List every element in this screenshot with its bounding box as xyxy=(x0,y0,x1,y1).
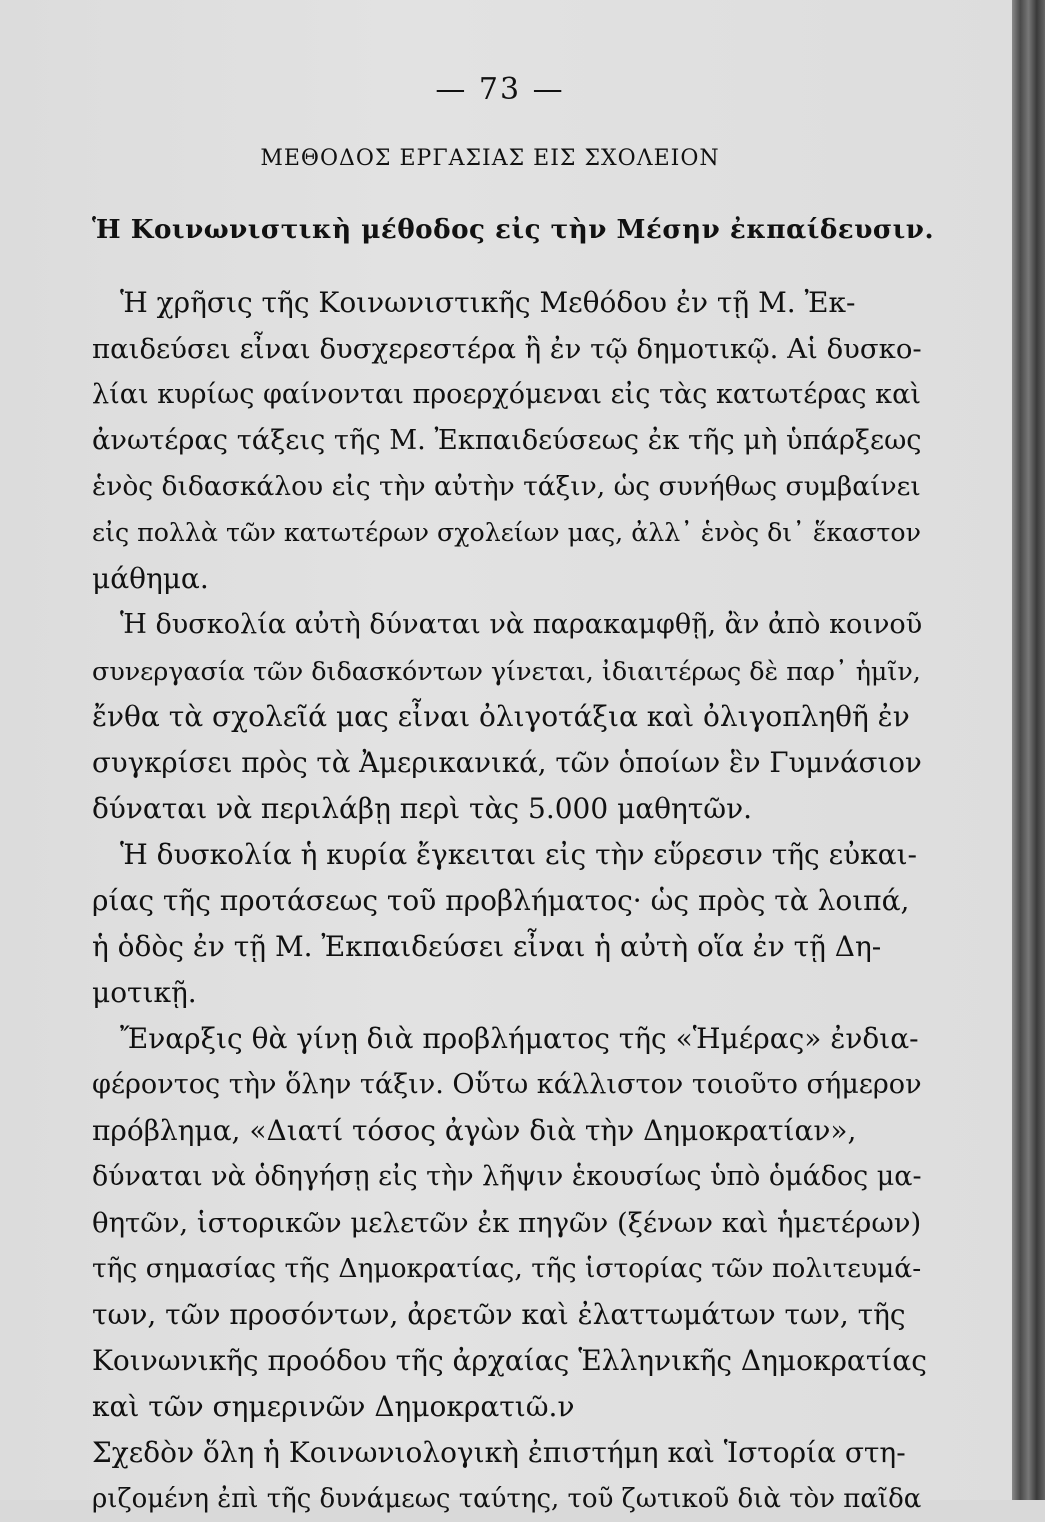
text-line: ἔνθα τὰ σχολεῖά μας εἶναι ὀλιγοτάξια καὶ ὀλιγοπληθῆ ἐν xyxy=(92,700,910,733)
text-line: συγκρίσει πρὸς τὰ Ἀμερικανικά, τῶν ὁποίων ἓν Γυμνάσιον xyxy=(92,746,922,779)
text-line: παιδεύσει εἶναι δυσχερεστέρα ἢ ἐν τῷ δημοτικῷ. Αἱ δυσκο- xyxy=(92,333,922,365)
text-line: μοτικῇ. xyxy=(92,976,197,1009)
text-line: πρόβλημα, «Διατί τόσος ἀγὼν διὰ τὴν Δημοκρατίαν», xyxy=(92,1114,857,1147)
section-title: ΜΕΘΟΔΟΣ ΕΡΓΑΣΙΑΣ ΕΙΣ ΣΧΟΛΕΙΟΝ xyxy=(260,146,720,171)
text-line: Ἡ δυσκολία ἡ κυρία ἔγκειται εἰς τὴν εὕρεσιν τῆς εὐκαι- xyxy=(120,838,918,871)
text-line: θητῶν, ἱστορικῶν μελετῶν ἐκ πηγῶν (ξένων καὶ ἡμετέρων) xyxy=(92,1207,922,1239)
text-line: δύναται νὰ ὁδηγήσῃ εἰς τὴν λῆψιν ἑκουσίως ὑπὸ ὁμάδος μα- xyxy=(92,1161,922,1192)
text-line: Κοινωνικῆς προόδου τῆς ἀρχαίας Ἑλληνικῆς Δημοκρατίας xyxy=(92,1344,927,1377)
text-line: δύναται νὰ περιλάβῃ περὶ τὰς 5.000 μαθητῶν. xyxy=(92,792,753,825)
text-line: ἑνὸς διδασκάλου εἰς τὴν αὐτὴν τάξιν, ὡς συνήθως συμβαίνει xyxy=(92,471,921,502)
text-line: ἡ ὁδὸς ἐν τῇ Μ. Ἐκπαιδεύσει εἶναι ἡ αὐτὴ οἵα ἐν τῇ Δη- xyxy=(92,930,882,963)
text-line: Σχεδὸν ὅλη ἡ Κοινωνιολογικὴ ἐπιστήμη καὶ Ἱστορία στη- xyxy=(92,1436,906,1469)
text-line: συνεργασία τῶν διδασκόντων γίνεται, ἰδιαιτέρως δὲ παρ᾿ ἡμῖν, xyxy=(92,656,921,686)
text-line: καὶ τῶν σημερινῶν Δημοκρατιῶ.ν xyxy=(92,1390,575,1423)
book-spine-edge xyxy=(1012,0,1045,1500)
text-line: ἀνωτέρας τάξεις τῆς Μ. Ἐκπαιδεύσεως ἐκ τῆς μὴ ὑπάρξεως xyxy=(92,425,922,456)
subtitle-heading: Ἡ Κοινωνιστικὴ μέθοδος εἰς τὴν Μέσην ἐκπαίδευσιν. xyxy=(92,214,935,245)
text-line: τῆς σημασίας τῆς Δημοκρατίας, τῆς ἱστορίας τῶν πολιτευμά- xyxy=(92,1253,922,1284)
text-line: φέροντος τὴν ὅλην τάξιν. Οὕτω κάλλιστον τοιοῦτο σήμερον xyxy=(92,1069,922,1100)
page-number: — 73 — xyxy=(435,72,565,107)
text-line: εἰς πολλὰ τῶν κατωτέρων σχολείων μας, ἀλλ᾿ ἑνὸς δι᾿ ἕκαστον xyxy=(92,518,921,547)
text-line: των, τῶν προσόντων, ἀρετῶν καὶ ἐλαττωμάτων των, τῆς xyxy=(92,1298,906,1331)
text-line: ριζομένη ἐπὶ τῆς δυνάμεως ταύτης, τοῦ ζωτικοῦ διὰ τὸν παῖδα xyxy=(92,1484,922,1514)
text-line: Ἡ χρῆσις τῆς Κοινωνιστικῆς Μεθόδου ἐν τῇ Μ. Ἐκ- xyxy=(120,286,856,319)
text-line: μάθημα. xyxy=(92,562,209,595)
text-line: Ἔναρξις θὰ γίνῃ διὰ προβλήματος τῆς «Ἡμέρας» ἐνδια- xyxy=(120,1022,919,1055)
text-line: ρίας τῆς προτάσεως τοῦ προβλήματος· ὡς πρὸς τὰ λοιπά, xyxy=(92,884,910,917)
text-line: Ἡ δυσκολία αὐτὴ δύναται νὰ παρακαμφθῇ, ἂν ἀπὸ κοινοῦ xyxy=(120,609,923,640)
body-text xyxy=(92,280,930,1522)
text-line: λίαι κυρίως φαίνονται προερχόμεναι εἰς τὰς κατωτέρας καὶ xyxy=(92,379,921,410)
